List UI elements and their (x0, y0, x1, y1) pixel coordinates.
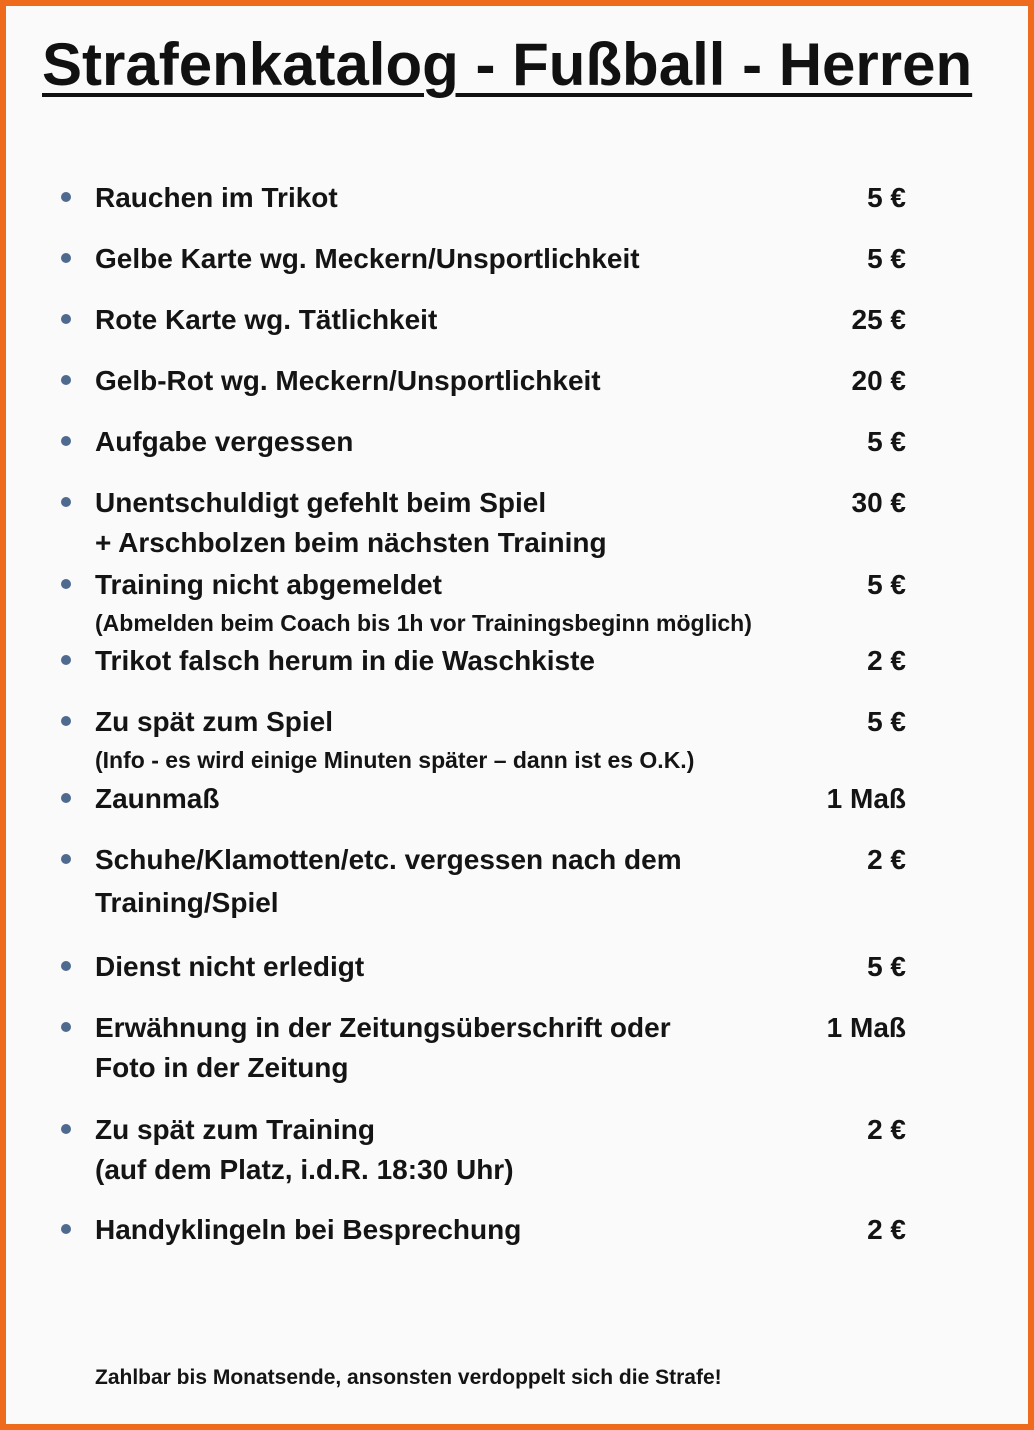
penalty-label-line: Erwähnung in der Zeitungsüberschrift oder (95, 1012, 671, 1043)
penalty-label-line: Training nicht abgemeldet (95, 569, 442, 600)
penalty-price: 5 € (867, 182, 906, 213)
penalty-label (95, 565, 795, 641)
penalty-label-line: Zu spät zum Spiel (95, 706, 334, 737)
bullet-icon (61, 1124, 71, 1134)
penalty-note: (Abmelden beim Coach bis 1h vor Trainingsbeginn möglich) (95, 610, 752, 636)
penalty-label (95, 178, 795, 218)
penalty-label (95, 422, 795, 462)
penalty-label-line: Gelbe Karte wg. Meckern/Unsportlichkeit (95, 243, 640, 274)
penalty-label (95, 361, 795, 401)
bullet-icon (61, 716, 71, 726)
penalty-price: 5 € (867, 951, 906, 982)
penalty-label-line: Training/Spiel (95, 887, 279, 918)
penalty-label-line: Foto in der Zeitung (95, 1052, 349, 1083)
penalty-price: 5 € (867, 243, 906, 274)
penalty-price: 20 € (851, 365, 906, 396)
bullet-icon (61, 497, 71, 507)
penalty-label-line: Aufgabe vergessen (95, 426, 354, 457)
penalty-price: 2 € (867, 1214, 906, 1245)
penalty-price: 30 € (851, 487, 906, 518)
bullet-icon (61, 1224, 71, 1234)
bullet-icon (61, 436, 71, 446)
bullet-icon (61, 579, 71, 589)
penalty-label-line: Dienst nicht erledigt (95, 951, 365, 982)
penalty-label (95, 702, 795, 778)
penalty-label-line: Rauchen im Trikot (95, 182, 338, 213)
penalty-price: 2 € (867, 1114, 906, 1145)
bullet-icon (61, 793, 71, 803)
bullet-icon (61, 961, 71, 971)
penalty-note: (Info - es wird einige Minuten später – dann ist es O.K.) (95, 747, 695, 773)
penalty-label (95, 1210, 795, 1250)
penalty-label (95, 641, 795, 681)
penalty-label (95, 840, 795, 926)
penalty-label (95, 1110, 795, 1190)
penalty-label-line: Schuhe/Klamotten/etc. vergessen nach dem (95, 844, 682, 875)
bullet-icon (61, 1022, 71, 1032)
penalty-label-line: (auf dem Platz, i.d.R. 18:30 Uhr) (95, 1154, 514, 1185)
penalty-price: 2 € (867, 844, 906, 875)
penalty-price: 5 € (867, 569, 906, 600)
penalty-price: 5 € (867, 426, 906, 457)
penalty-label-line: Gelb-Rot wg. Meckern/Unsportlichkeit (95, 365, 601, 396)
penalty-price: 1 Maß (826, 783, 906, 814)
bullet-icon (61, 314, 71, 324)
penalty-label-line: Rote Karte wg. Tätlichkeit (95, 304, 438, 335)
bullet-icon (61, 192, 71, 202)
bullet-icon (61, 253, 71, 263)
page-title: Strafenkatalog - Fußball - Herren (42, 31, 973, 98)
penalty-label (95, 779, 795, 819)
bullet-icon (61, 375, 71, 385)
penalty-label (95, 947, 795, 987)
penalty-price: 25 € (851, 304, 906, 335)
penalty-price: 2 € (867, 645, 906, 676)
penalty-label (95, 239, 795, 279)
bullet-icon (61, 854, 71, 864)
penalty-price: 5 € (867, 706, 906, 737)
penalty-label-line: Zu spät zum Training (95, 1114, 376, 1145)
penalty-label-line: Unentschuldigt gefehlt beim Spiel (95, 487, 547, 518)
penalty-label-line: + Arschbolzen beim nächsten Training (95, 527, 607, 558)
penalty-label-line: Handyklingeln bei Besprechung (95, 1214, 522, 1245)
penalty-label-line: Trikot falsch herum in die Waschkiste (95, 645, 595, 676)
penalty-label (95, 1008, 795, 1088)
penalty-label (95, 483, 795, 563)
penalty-label (95, 300, 795, 340)
payment-note: Zahlbar bis Monatsende, ansonsten verdoppelt sich die Strafe! (95, 1366, 722, 1389)
penalty-price: 1 Maß (826, 1012, 906, 1043)
bullet-icon (61, 655, 71, 665)
penalty-label-line: Zaunmaß (95, 783, 220, 814)
